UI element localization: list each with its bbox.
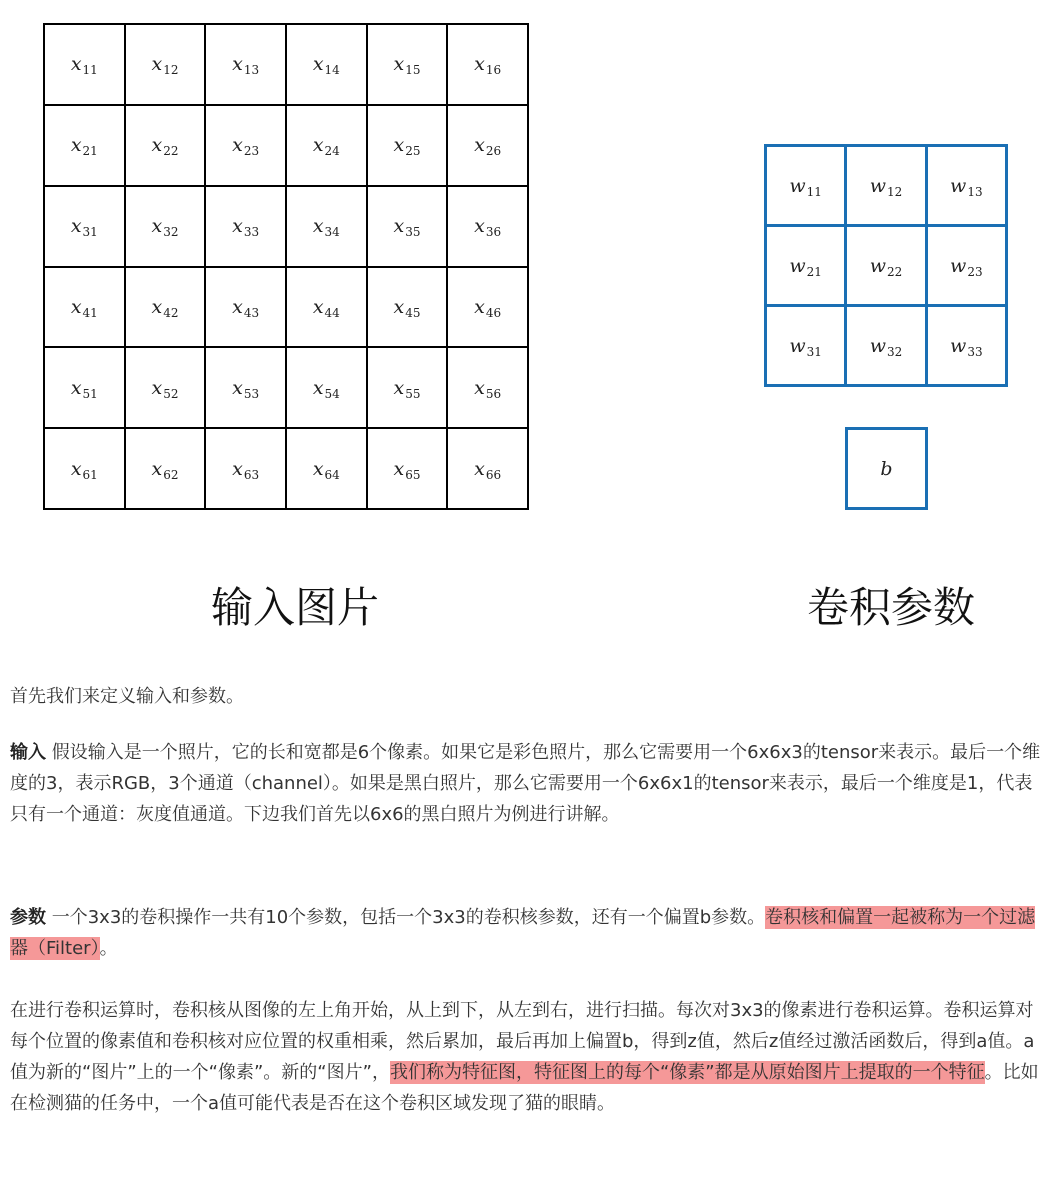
input-cell — [45, 106, 126, 187]
param-end: 。 — [99, 938, 118, 959]
input-symbol — [393, 458, 420, 480]
input-symbol — [151, 377, 178, 399]
input-subscript: 26 — [485, 144, 502, 159]
input-subscript: 51 — [82, 386, 98, 401]
input-variable: x — [474, 295, 485, 318]
conv-paragraph — [10, 995, 1050, 1119]
input-paragraph — [10, 737, 1050, 830]
kernel-subscript: 31 — [806, 344, 822, 359]
input-symbol — [474, 53, 502, 78]
input-variable: x — [393, 215, 405, 238]
input-variable: x — [474, 215, 485, 238]
input-symbol — [474, 215, 502, 240]
input-variable: x — [151, 295, 163, 318]
input-cell — [45, 429, 126, 510]
kernel-cell — [767, 307, 847, 387]
kernel-symbol — [950, 175, 983, 197]
input-subscript: 61 — [82, 467, 98, 482]
input-subscript: 21 — [82, 144, 98, 159]
kernel-symbol — [950, 335, 983, 357]
input-cell — [368, 25, 449, 106]
input-subscript: 24 — [324, 144, 340, 159]
input-variable: x — [232, 295, 243, 318]
input-variable: x — [70, 457, 82, 480]
kernel-symbol — [789, 175, 822, 197]
kernel-subscript: 22 — [886, 264, 903, 279]
input-symbol — [151, 134, 179, 159]
input-variable: x — [232, 134, 243, 157]
input-cell — [45, 268, 126, 349]
input-symbol — [232, 134, 260, 159]
input-cell — [45, 187, 126, 268]
bias-symbol: b — [880, 457, 893, 480]
input-symbol — [71, 458, 98, 480]
input-subscript: 36 — [485, 225, 502, 240]
kernel-subscript: 12 — [886, 184, 903, 199]
input-cell — [287, 429, 368, 510]
input-variable: x — [232, 457, 243, 480]
kernel-variable: w — [869, 334, 886, 357]
input-cell — [206, 268, 287, 349]
intro-paragraph — [10, 681, 1050, 712]
input-cell — [206, 429, 287, 510]
input-cell — [206, 25, 287, 106]
input-subscript: 23 — [243, 144, 260, 159]
input-cell — [287, 106, 368, 187]
input-subscript: 25 — [405, 144, 421, 159]
input-variable: x — [70, 376, 82, 399]
input-cell — [126, 429, 207, 510]
kernel-variable: w — [869, 254, 886, 277]
kernel-cell — [847, 307, 927, 387]
param-text: 一个3x3的卷积操作一共有10个参数，包括一个3x3的卷积核参数，还有一个偏置b参数。 — [46, 907, 766, 928]
input-cell — [126, 25, 207, 106]
kernel-symbol — [950, 255, 983, 277]
input-symbol — [474, 458, 501, 480]
input-variable: x — [312, 457, 324, 480]
intro-text: 首先我们来定义输入和参数。 — [10, 686, 244, 707]
kernel-variable: w — [869, 174, 886, 197]
input-subscript: 14 — [324, 63, 340, 78]
input-cell — [448, 268, 529, 349]
input-subscript: 63 — [243, 467, 260, 482]
input-subscript: 12 — [163, 63, 179, 78]
kernel-cell — [847, 147, 927, 227]
input-subscript: 62 — [163, 467, 179, 482]
input-variable: x — [474, 134, 485, 157]
input-symbol — [232, 458, 259, 480]
input-subscript: 45 — [405, 305, 421, 320]
kernel-cell — [928, 147, 1008, 227]
input-image-grid — [43, 23, 529, 510]
input-symbol — [70, 53, 98, 78]
kernel-cell — [928, 227, 1008, 307]
filter-highlight: 卷积核和偏置一起被称为一个过滤器（Filter） — [10, 907, 1036, 959]
kernel-cell — [767, 147, 847, 227]
input-subscript: 46 — [485, 305, 502, 320]
input-variable: x — [232, 53, 243, 76]
input-symbol — [232, 215, 260, 240]
input-cell — [368, 429, 449, 510]
input-symbol — [151, 296, 178, 318]
input-symbol — [232, 377, 259, 399]
input-variable: x — [393, 376, 405, 399]
input-cell — [45, 348, 126, 429]
input-variable: x — [312, 53, 324, 76]
bias-box — [845, 427, 928, 510]
input-symbol — [474, 377, 501, 399]
input-variable: x — [393, 53, 405, 76]
param-paragraph — [10, 902, 1050, 964]
feature-map-highlight: 我们称为特征图，特征图上的每个“像素”都是从原始图片上提取的一个特征 — [389, 1062, 985, 1083]
input-variable: x — [151, 53, 163, 76]
input-cell — [126, 268, 207, 349]
input-cell — [448, 348, 529, 429]
input-subscript: 53 — [243, 386, 260, 401]
input-symbol — [313, 458, 340, 480]
input-subscript: 65 — [405, 467, 421, 482]
kernel-symbol — [789, 335, 822, 357]
input-cell — [287, 187, 368, 268]
input-cell — [368, 106, 449, 187]
input-cell — [368, 187, 449, 268]
input-variable: x — [474, 376, 485, 399]
input-text: 假设输入是一个照片，它的长和宽都是6个像素。如果它是彩色照片，那么它需要用一个6x6x3的tensor来表示。最后一个维度的3，表示RGB，3个通道（channel）。如果是黑白照片，那么它需要用一个6x6x1的tensor来表示，最后一个维度是1，代表只有一个通道：灰度值通道。下边我们首先以6x6的黑白照片为例进行讲解。 — [10, 742, 1041, 825]
input-cell — [126, 106, 207, 187]
input-symbol — [393, 53, 421, 78]
input-cell — [448, 106, 529, 187]
input-subscript: 56 — [485, 386, 502, 401]
input-cell — [287, 268, 368, 349]
input-symbol — [232, 296, 259, 318]
input-cell — [368, 348, 449, 429]
input-cell — [368, 268, 449, 349]
kernel-cell — [928, 307, 1008, 387]
input-subscript: 43 — [243, 305, 260, 320]
kernel-symbol — [870, 335, 903, 357]
input-variable: x — [232, 376, 243, 399]
input-cell — [448, 25, 529, 106]
input-subscript: 22 — [163, 144, 179, 159]
input-symbol — [312, 53, 340, 78]
kernel-subscript: 21 — [806, 264, 822, 279]
input-symbol — [393, 296, 420, 318]
input-subscript: 52 — [163, 386, 179, 401]
input-variable: x — [70, 53, 82, 76]
input-symbol — [313, 377, 340, 399]
kernel-symbol — [870, 175, 903, 197]
input-variable: x — [151, 134, 163, 157]
input-subscript: 31 — [82, 225, 98, 240]
kernel-subscript: 33 — [967, 344, 983, 359]
input-cell — [126, 348, 207, 429]
input-variable: x — [393, 457, 405, 480]
input-symbol — [151, 53, 179, 78]
input-subscript: 55 — [405, 386, 421, 401]
input-symbol — [393, 377, 420, 399]
kernel-variable: w — [789, 254, 806, 277]
input-variable: x — [312, 295, 324, 318]
input-subscript: 41 — [82, 305, 98, 320]
input-symbol — [474, 296, 501, 318]
kernel-subscript: 11 — [806, 184, 822, 199]
input-symbol — [312, 134, 340, 159]
input-symbol — [312, 215, 340, 240]
input-variable: x — [312, 134, 324, 157]
input-variable: x — [151, 457, 163, 480]
input-subscript: 13 — [243, 63, 260, 78]
kernel-subscript: 13 — [967, 184, 983, 199]
kernel-symbol — [789, 255, 822, 277]
input-subscript: 54 — [324, 386, 340, 401]
input-symbol — [71, 377, 98, 399]
input-variable: x — [312, 376, 324, 399]
input-subscript: 42 — [163, 305, 179, 320]
input-subscript: 44 — [324, 305, 340, 320]
kernel-subscript: 23 — [967, 264, 983, 279]
input-variable: x — [70, 295, 82, 318]
input-symbol — [70, 215, 98, 240]
input-cell — [206, 348, 287, 429]
input-variable: x — [393, 134, 405, 157]
kernel-variable: w — [789, 174, 806, 197]
input-variable: x — [474, 53, 485, 76]
input-variable: x — [70, 134, 82, 157]
conv-text-a: 在进行卷积运算时，卷积核从图像的左上角开始，从上到下，从左到右，进行扫描。每次对3x3的像素进行卷积运算。卷积运算对每个位置的像素值和卷积核对应位置的权重相乘，然后累加，最后再加上偏置b，得到z值，然后z值经过激活函数后，得到a值。a值为新的“图片”上的一个“像素”。新的“图片”， — [10, 1000, 1035, 1083]
input-cell — [45, 25, 126, 106]
input-symbol — [474, 134, 502, 159]
input-symbol — [151, 215, 179, 240]
input-symbol — [71, 296, 98, 318]
kernel-cell — [847, 227, 927, 307]
input-subscript: 35 — [405, 225, 421, 240]
input-cell — [206, 187, 287, 268]
kernel-variable: w — [789, 334, 806, 357]
input-subscript: 64 — [324, 467, 340, 482]
kernel-subscript: 32 — [886, 344, 903, 359]
input-variable: x — [151, 215, 163, 238]
input-subscript: 66 — [485, 467, 502, 482]
input-variable: x — [232, 215, 243, 238]
input-variable: x — [312, 215, 324, 238]
kernel-variable: w — [950, 254, 967, 277]
input-symbol — [151, 458, 178, 480]
input-variable: x — [474, 457, 485, 480]
input-subscript: 34 — [324, 225, 340, 240]
input-symbol — [70, 134, 98, 159]
kernel-variable: w — [950, 174, 967, 197]
input-subscript: 11 — [82, 63, 98, 78]
input-cell — [448, 429, 529, 510]
input-cell — [287, 25, 368, 106]
input-subscript: 32 — [163, 225, 179, 240]
input-symbol — [393, 215, 421, 240]
param-label: 参数 — [10, 907, 46, 928]
conv-text-b: 。比如在检测猫的任务中，一个a值可能代表是否在这个卷积区域发现了猫的眼睛。 — [10, 1062, 1039, 1114]
kernel-symbol — [870, 255, 903, 277]
kernel-cell — [767, 227, 847, 307]
kernel-params-caption: 卷积参数 — [807, 583, 976, 632]
input-cell — [448, 187, 529, 268]
input-variable: x — [393, 295, 405, 318]
input-subscript: 33 — [243, 225, 260, 240]
input-variable: x — [151, 376, 163, 399]
input-cell — [287, 348, 368, 429]
input-symbol — [232, 53, 260, 78]
input-subscript: 15 — [405, 63, 421, 78]
input-label: 输入 — [10, 742, 46, 763]
input-image-caption: 输入图片 — [211, 583, 380, 632]
input-cell — [126, 187, 207, 268]
kernel-weight-grid — [764, 144, 1008, 387]
input-variable: x — [70, 215, 82, 238]
input-symbol — [313, 296, 340, 318]
input-symbol — [393, 134, 421, 159]
input-cell — [206, 106, 287, 187]
input-subscript: 16 — [485, 63, 502, 78]
kernel-variable: w — [950, 334, 967, 357]
